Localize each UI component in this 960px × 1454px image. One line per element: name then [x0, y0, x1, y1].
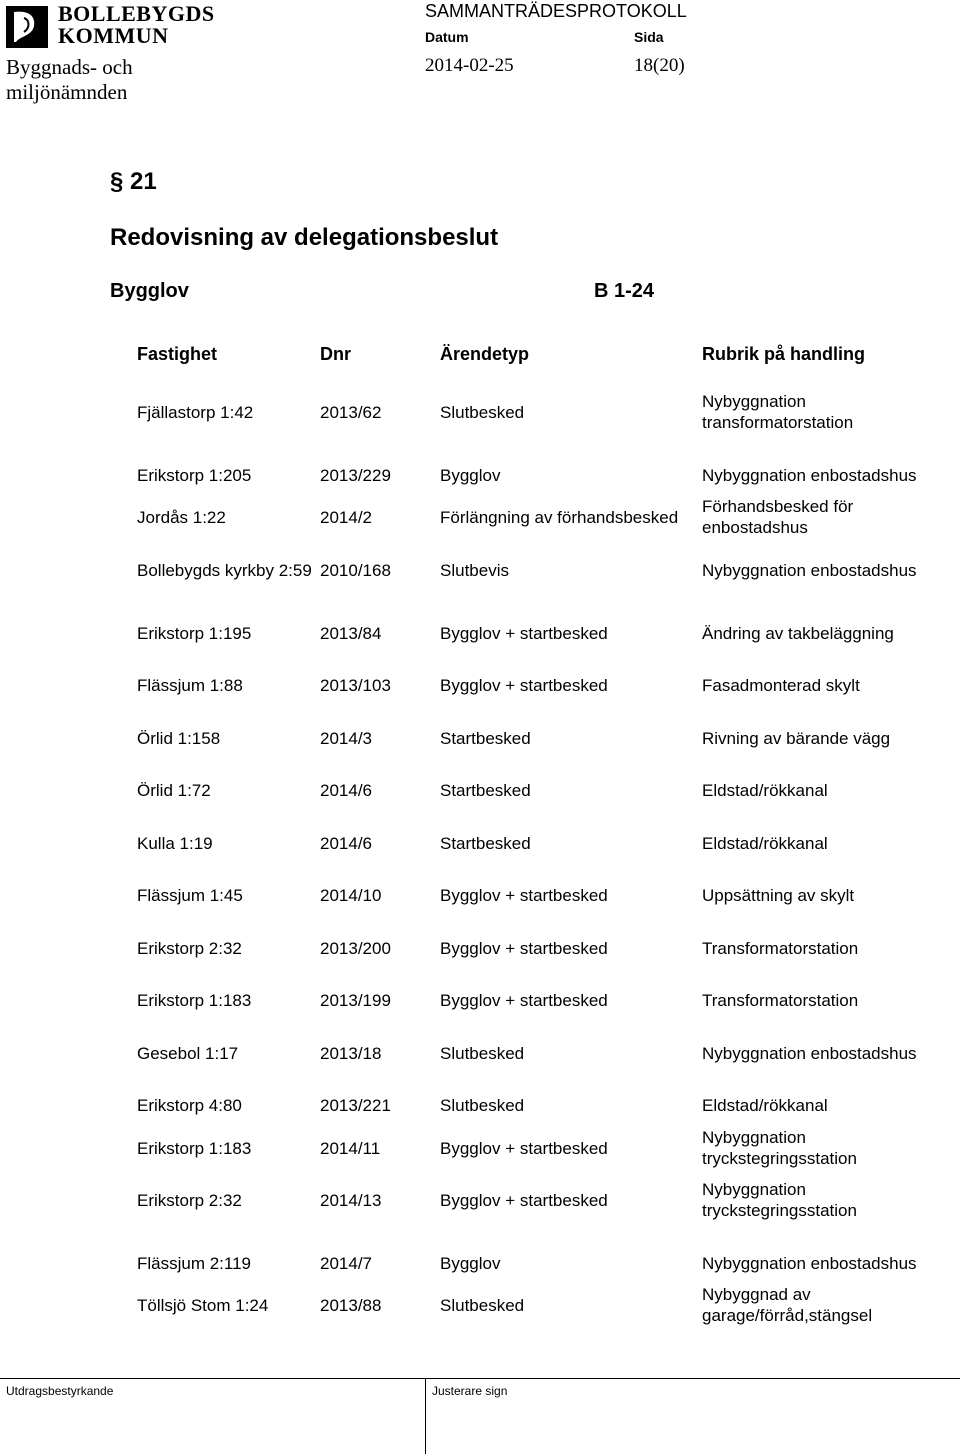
cell-arendetyp: Bygglov + startbesked — [440, 1190, 608, 1210]
municipality-logo — [6, 6, 48, 48]
footer-vertical-divider — [425, 1378, 426, 1454]
cell-rubrik: Transformatorstation — [702, 990, 859, 1010]
cell-fastighet: Örlid 1:158 — [137, 728, 221, 748]
cell-dnr: 2014/7 — [320, 1253, 372, 1273]
cell-arendetyp: Bygglov + startbesked — [440, 1138, 608, 1158]
cell-rubrik: Eldstad/rökkanal — [702, 833, 828, 853]
cell-rubrik: Ändring av takbeläggning — [702, 623, 894, 643]
page-label: Sida — [634, 29, 664, 45]
cell-dnr: 2014/11 — [320, 1138, 381, 1158]
cell-fastighet: Gesebol 1:17 — [137, 1043, 239, 1063]
column-header-arendetyp: Ärendetyp — [440, 344, 530, 364]
cell-rubrik: Nybyggnation enbostadshus — [702, 1253, 917, 1273]
cell-dnr: 2013/103 — [320, 675, 391, 695]
cell-rubrik: Förhandsbesked för enbostadshus — [702, 497, 854, 537]
cell-dnr: 2013/88 — [320, 1295, 382, 1315]
cell-fastighet: Flässjum 1:45 — [137, 885, 243, 905]
cell-rubrik: Fasadmonterad skylt — [702, 675, 860, 695]
cell-arendetyp: Bygglov + startbesked — [440, 623, 608, 643]
cell-fastighet: Töllsjö Stom 1:24 — [137, 1295, 269, 1315]
cell-rubrik: Nybyggnation enbostadshus — [702, 1043, 917, 1063]
cell-arendetyp: Bygglov — [440, 1253, 501, 1273]
cell-dnr: 2013/18 — [320, 1043, 382, 1063]
document-type: SAMMANTRÄDESPROTOKOLL — [425, 1, 687, 21]
cell-rubrik: Rivning av bärande vägg — [702, 728, 891, 748]
section-title: Redovisning av delegationsbeslut — [110, 224, 499, 251]
cell-arendetyp: Startbesked — [440, 780, 531, 800]
footer-left-label: Utdragsbestyrkande — [6, 1384, 114, 1398]
cell-fastighet: Kulla 1:19 — [137, 833, 213, 853]
page-value: 18(20) — [634, 55, 685, 76]
cell-dnr: 2014/10 — [320, 885, 382, 905]
cell-arendetyp: Slutbesked — [440, 402, 525, 422]
department-name: Byggnads- och miljönämnden — [6, 55, 133, 104]
cell-fastighet: Jordås 1:22 — [137, 507, 226, 527]
cell-arendetyp: Bygglov + startbesked — [440, 675, 608, 695]
cell-rubrik: Eldstad/rökkanal — [702, 1095, 828, 1115]
cell-dnr: 2014/6 — [320, 833, 372, 853]
cell-arendetyp: Slutbevis — [440, 560, 509, 580]
cell-arendetyp: Bygglov + startbesked — [440, 885, 608, 905]
cell-arendetyp: Bygglov — [440, 465, 501, 485]
date-value: 2014-02-25 — [425, 55, 514, 76]
cell-fastighet: Erikstorp 1:205 — [137, 465, 252, 485]
cell-dnr: 2013/199 — [320, 990, 391, 1010]
cell-fastighet: Bollebygds kyrkby 2:59 — [137, 560, 312, 580]
cell-arendetyp: Slutbesked — [440, 1043, 525, 1063]
paragraph-number: § 21 — [110, 168, 157, 195]
cell-fastighet: Erikstorp 4:80 — [137, 1095, 242, 1115]
cell-dnr: 2013/221 — [320, 1095, 391, 1115]
column-header-rubrik: Rubrik på handling — [702, 344, 866, 364]
column-header-fastighet: Fastighet — [137, 344, 218, 364]
cell-rubrik: Nybyggnad av garage/förråd,stängsel — [702, 1285, 873, 1325]
cell-dnr: 2014/3 — [320, 728, 372, 748]
cell-rubrik: Transformatorstation — [702, 938, 859, 958]
cell-fastighet: Flässjum 1:88 — [137, 675, 243, 695]
cell-dnr: 2013/84 — [320, 623, 382, 643]
cell-dnr: 2013/200 — [320, 938, 391, 958]
cell-fastighet: Erikstorp 1:183 — [137, 990, 252, 1010]
subtitle-left: Bygglov — [110, 280, 189, 302]
cell-rubrik: Uppsättning av skylt — [702, 885, 855, 905]
cell-arendetyp: Bygglov + startbesked — [440, 938, 608, 958]
org-name-line1: BOLLEBYGDS — [58, 1, 215, 26]
cell-fastighet: Erikstorp 1:183 — [137, 1138, 252, 1158]
cell-dnr: 2010/168 — [320, 560, 391, 580]
org-name-line2: KOMMUN — [58, 23, 169, 48]
cell-dnr: 2014/13 — [320, 1190, 382, 1210]
cell-fastighet: Flässjum 2:119 — [137, 1253, 252, 1273]
cell-rubrik: Nybyggnation transformatorstation — [702, 392, 854, 432]
cell-arendetyp: Förlängning av förhandsbesked — [440, 507, 679, 527]
cell-fastighet: Erikstorp 1:195 — [137, 623, 252, 643]
cell-fastighet: Örlid 1:72 — [137, 780, 211, 800]
cell-dnr: 2013/62 — [320, 402, 382, 422]
cell-arendetyp: Slutbesked — [440, 1295, 525, 1315]
cell-dnr: 2013/229 — [320, 465, 391, 485]
footer-right-label: Justerare sign — [432, 1384, 508, 1398]
cell-arendetyp: Slutbesked — [440, 1095, 525, 1115]
cell-rubrik: Nybyggnation enbostadshus — [702, 560, 917, 580]
cell-fastighet: Erikstorp 2:32 — [137, 938, 242, 958]
cell-arendetyp: Bygglov + startbesked — [440, 990, 608, 1010]
subtitle-right: B 1-24 — [594, 280, 655, 302]
cell-rubrik: Eldstad/rökkanal — [702, 780, 828, 800]
footer-divider — [0, 1378, 960, 1379]
cell-arendetyp: Startbesked — [440, 833, 531, 853]
cell-fastighet: Erikstorp 2:32 — [137, 1190, 242, 1210]
cell-arendetyp: Startbesked — [440, 728, 531, 748]
cell-dnr: 2014/2 — [320, 507, 372, 527]
cell-dnr: 2014/6 — [320, 780, 372, 800]
column-header-dnr: Dnr — [320, 344, 351, 364]
cell-rubrik: Nybyggnation enbostadshus — [702, 465, 917, 485]
cell-fastighet: Fjällastorp 1:42 — [137, 402, 254, 422]
cell-rubrik: Nybyggnation tryckstegringsstation — [702, 1180, 857, 1220]
cell-rubrik: Nybyggnation tryckstegringsstation — [702, 1128, 857, 1168]
date-label: Datum — [425, 29, 469, 45]
